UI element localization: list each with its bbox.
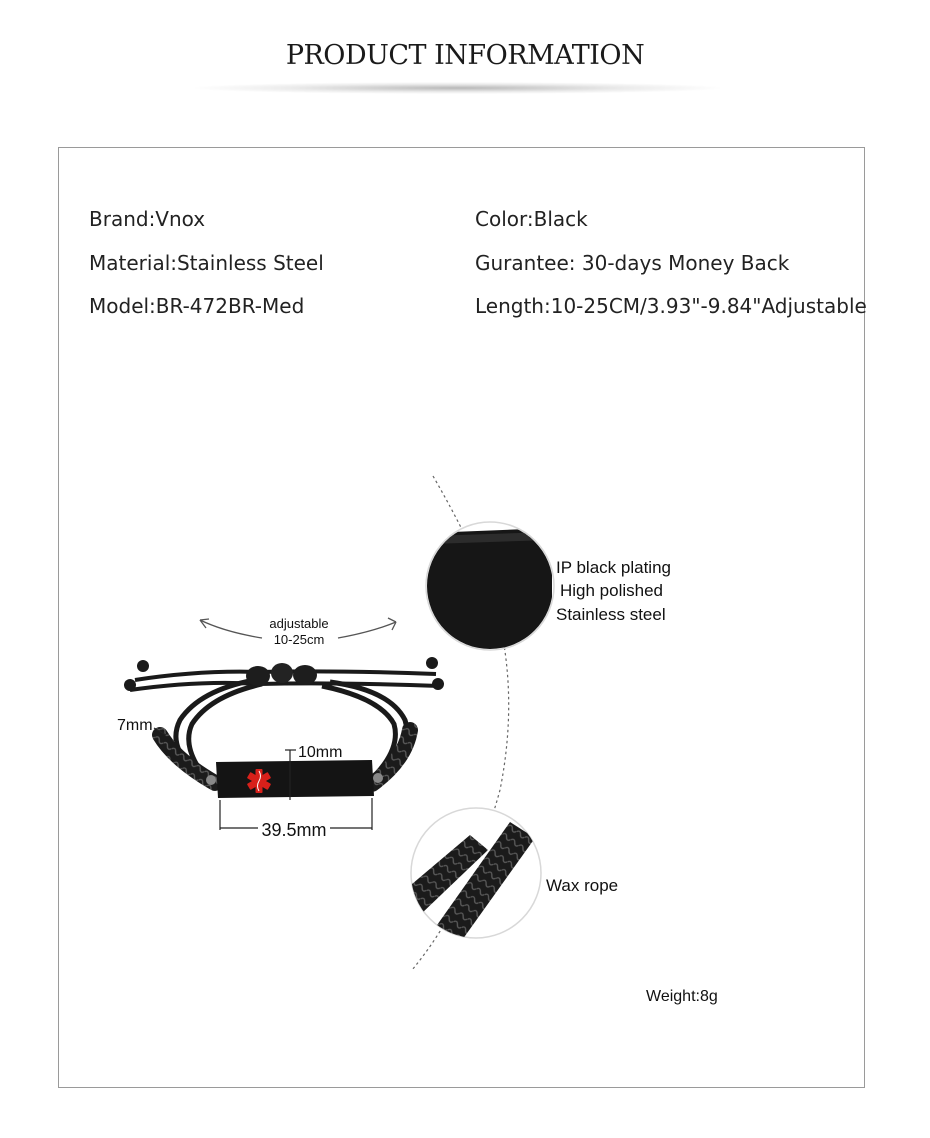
plating-line-1: IP black plating: [556, 558, 671, 577]
spec-color: Color:Black: [475, 207, 588, 231]
wax-rope-label: Wax rope: [546, 876, 619, 895]
plating-line-3: Stainless steel: [556, 605, 666, 624]
plating-line-2: High polished: [560, 581, 664, 600]
bracelet-illustration: [124, 657, 444, 798]
plate-height-label: 10mm: [298, 744, 343, 761]
spec-guarantee: Gurantee: 30-days Money Back: [475, 251, 790, 275]
spec-length: Length:10-25CM/3.93"-9.84"Adjustable: [475, 294, 867, 318]
rope-width-label: 7mm: [117, 717, 153, 734]
adjustable-label: adjustable: [269, 616, 329, 631]
weight-label: Weight:8g: [646, 988, 718, 1005]
page-title: PRODUCT INFORMATION: [285, 40, 645, 71]
spec-material: Material:Stainless Steel: [89, 251, 324, 275]
plate-length-label: 39.5mm: [261, 820, 327, 840]
plate-detail-circle: [426, 522, 554, 650]
spec-model: Model:BR-472BR-Med: [89, 294, 305, 318]
rope-detail-circle: [405, 808, 541, 950]
spec-brand: Brand:Vnox: [89, 207, 206, 231]
adjustable-range-label: 10-25cm: [273, 632, 325, 647]
